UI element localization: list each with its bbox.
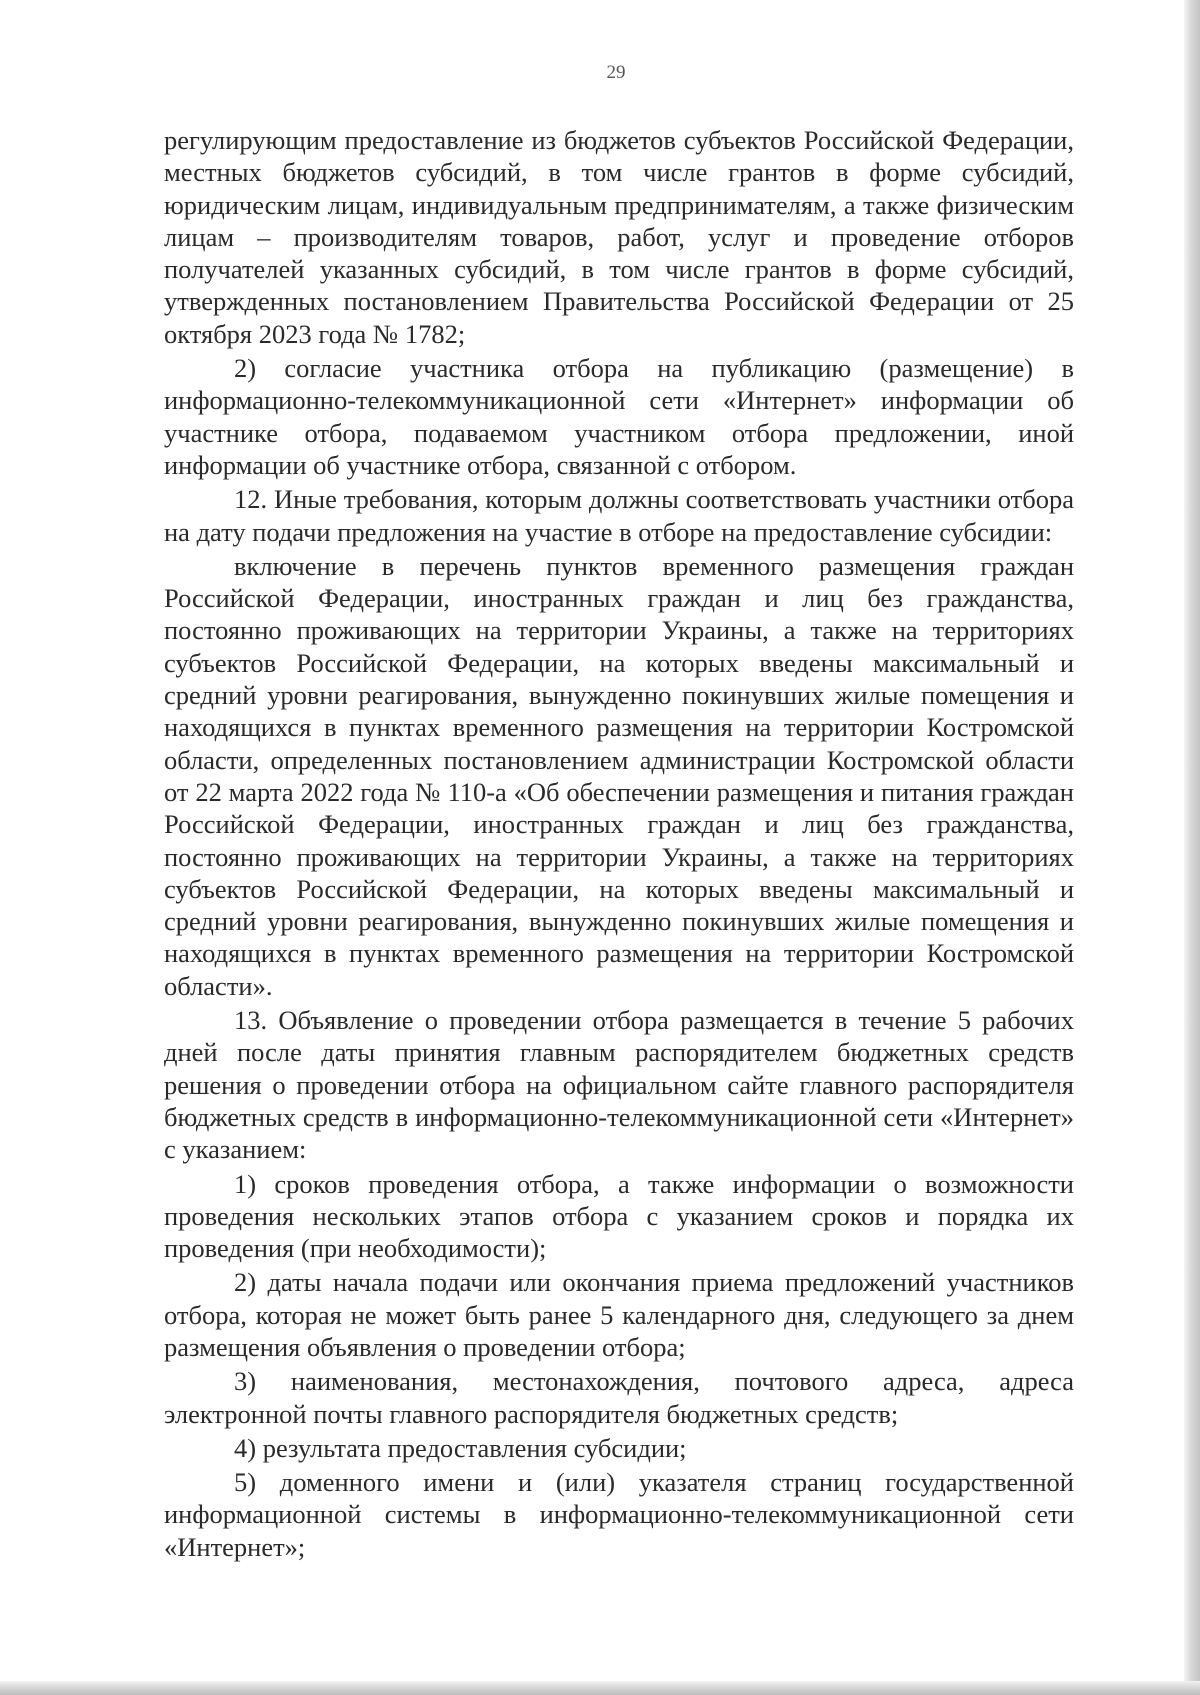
paragraph-inclusion-requirement: включение в перечень пунктов временного размещения граждан Российской Федерации, иностранных граждан и лиц без гражданства, постоянно проживающих на территории Украины, а также на территориях субъектов Российской Федерации, на которых введены максимальный и средний уровни реагирования, вынужденно покинувших жилые помещения и находящихся в пунктах временного размещения на территории Костромской области, определенных постановлением администрации Костромской области от 22 марта 2022 года № 110-а «Об обеспечении размещения и питания граждан Российской Федерации, иностранных граждан и лиц без гражданства, постоянно проживающих на территории Украины, а также на территориях субъектов Российской Федерации, на которых введены максимальный и средний уровни реагирования, вынужденно покинувших жилые помещения и находящихся в пунктах временного размещения на территории Костромской области». (164, 550, 1074, 1001)
paragraph-section-12: 12. Иные требования, которым должны соответствовать участники отбора на дату подачи предложения на участие в отборе на предоставление субсидии: (164, 484, 1074, 547)
paragraph-item-3-names: 3) наименования, местонахождения, почтового адреса, адреса электронной почты главного распорядителя бюджетных средств; (164, 1366, 1074, 1429)
document-body (164, 124, 1074, 1563)
paragraph-item-4-result: 4) результата предоставления субсидии; (234, 1432, 687, 1463)
paragraph-item-5-domain: 5) доменного имени и (или) указателя страниц государственной информационной системы в информационно-телекоммуникационной сети «Интернет»; (164, 1467, 1074, 1562)
page-number: 29 (606, 62, 626, 83)
paragraph-item-1-terms: 1) сроков проведения отбора, а также информации о возможности проведения нескольких этапов отбора с указанием сроков и порядка их проведения (при необходимости); (164, 1168, 1074, 1264)
scan-edge-right (1184, 0, 1200, 1695)
paragraph-item-2-consent: 2) согласие участника отбора на публикацию (размещение) в информационно-телекоммуникационной сети «Интернет» информации об участнике отбора, подаваемом участником отбора предложении, иной информации об участнике отбора, связанной с отбором. (164, 353, 1074, 480)
scan-edge-bottom (0, 1681, 1200, 1695)
paragraph-section-13: 13. Объявление о проведении отбора размещается в течение 5 рабочих дней после даты принятия главным распорядителем бюджетных средств решения о проведении отбора на официальном сайте главного распорядителя бюджетных средств в информационно-телекоммуникационной сети «Интернет» с указанием: (164, 1005, 1074, 1165)
paragraph-item-2-dates: 2) даты начала подачи или окончания приема предложений участников отбора, которая не может быть ранее 5 календарного дня, следующего за днем размещения объявления о проведении отбора; (164, 1267, 1074, 1362)
paragraph-continuation: регулирующим предоставление из бюджетов субъектов Российской Федерации, местных бюджетов субсидий, в том числе грантов в форме субсидий, юридическим лицам, индивидуальным предпринимателям, а также физическим лицам – производителям товаров, работ, услуг и проведение отборов получателей указанных субсидий, в том числе грантов в форме субсидий, утвержденных постановлением Правительства Российской Федерации от 25 октября 2023 года № 1782; (164, 125, 1074, 349)
